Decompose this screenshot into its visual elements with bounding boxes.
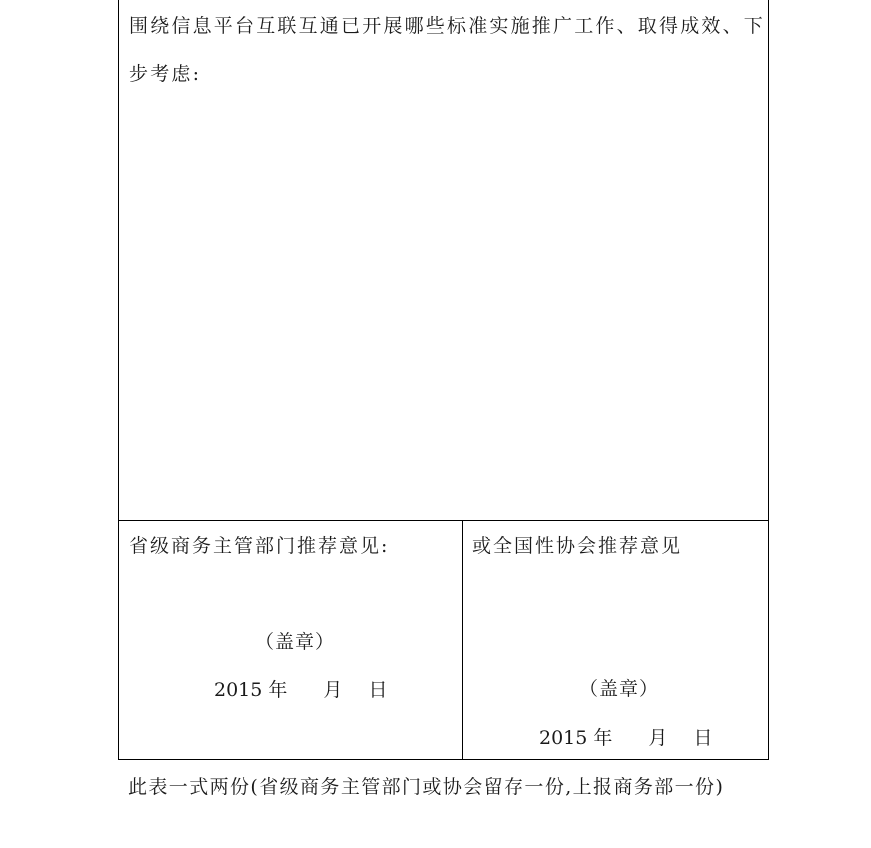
- association-seal-note: （盖章）: [579, 678, 660, 700]
- provincial-opinion-label: 省级商务主管部门推荐意见:: [129, 535, 390, 557]
- association-date-month-unit: 月: [648, 727, 668, 749]
- association-date-line: [539, 723, 712, 750]
- association-opinion-label: 或全国性协会推荐意见: [472, 535, 683, 557]
- association-date-day-unit: 日: [693, 727, 713, 749]
- provincial-date-line: [214, 675, 387, 702]
- footer-note: 此表一式两份(省级商务主管部门或协会留存一份,上报商务部一份): [128, 776, 725, 798]
- association-opinion-cell: [463, 521, 768, 759]
- association-date-year-unit: 年: [593, 727, 613, 749]
- provincial-date-year-unit: 年: [268, 679, 288, 701]
- question-cell: [119, 0, 768, 521]
- provincial-date-month-unit: 月: [323, 679, 343, 701]
- form-table: [118, 0, 769, 760]
- question-text: 围绕信息平台互联互通已开展哪些标准实施推广工作、取得成效、下步考虑:: [129, 15, 766, 85]
- provincial-opinion-cell: [119, 521, 463, 759]
- provincial-date-year: 2015: [214, 679, 263, 701]
- provincial-date-day-unit: 日: [368, 679, 388, 701]
- provincial-seal-note: （盖章）: [255, 631, 336, 653]
- association-date-year: 2015: [539, 727, 588, 749]
